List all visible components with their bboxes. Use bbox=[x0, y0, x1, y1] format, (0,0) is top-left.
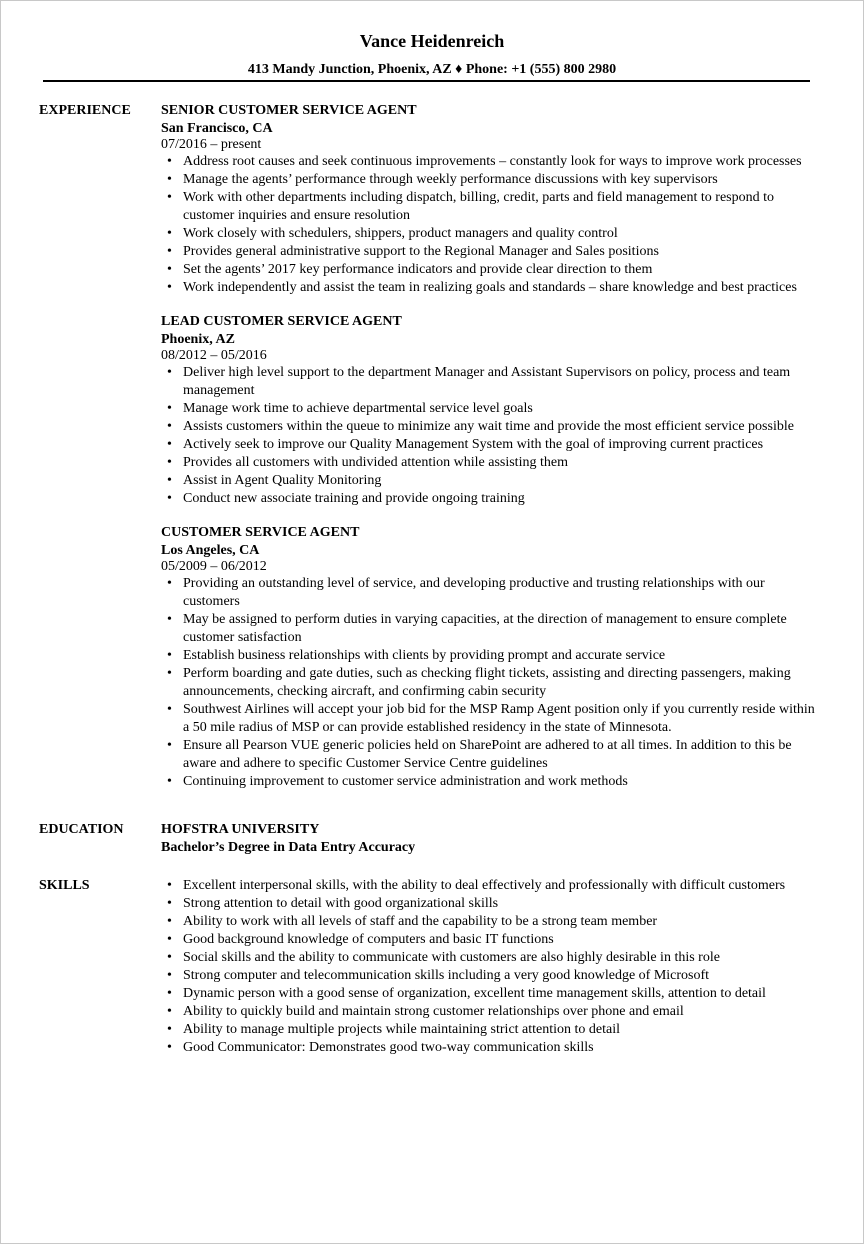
job-location: Phoenix, AZ bbox=[161, 332, 235, 347]
duty-item: • Work closely with schedulers, shippers, product managers and quality control bbox=[183, 225, 821, 243]
skill-item: • Excellent interpersonal skills, with the ability to deal effectively and professionally with difficult customers bbox=[183, 877, 821, 895]
contact-info: 413 Mandy Junction, Phoenix, AZ ♦ Phone: +1 (555) 800 2980 bbox=[247, 62, 617, 77]
skill-item: • Social skills and the ability to communicate with customers are also highly desirable in this role bbox=[183, 949, 821, 967]
job-dates: 08/2012 – 05/2016 bbox=[161, 348, 267, 363]
skills-list bbox=[161, 877, 821, 1057]
job-dates: 05/2009 – 06/2012 bbox=[161, 559, 267, 574]
duty-item: • Actively seek to improve our Quality Management System with the goal of improving current practices bbox=[183, 436, 821, 454]
skill-item: • Good background knowledge of computers and basic IT functions bbox=[183, 931, 821, 949]
skills-body bbox=[161, 877, 821, 1057]
skill-item: • Good Communicator: Demonstrates good two-way communication skills bbox=[183, 1039, 821, 1057]
duty-item: • Provides general administrative support to the Regional Manager and Sales positions bbox=[183, 243, 821, 261]
job-location: Los Angeles, CA bbox=[161, 543, 260, 558]
education-label: EDUCATION bbox=[39, 822, 124, 837]
job-duties bbox=[161, 364, 821, 508]
job-entry bbox=[161, 102, 821, 297]
job-title: LEAD CUSTOMER SERVICE AGENT bbox=[161, 314, 402, 329]
duty-item: • Ensure all Pearson VUE generic policies held on SharePoint are adhered to at all times. In addition to this be aware and adhere to specific Customer Service Centre guidelines bbox=[183, 737, 821, 773]
duty-item: • Conduct new associate training and provide ongoing training bbox=[183, 490, 821, 508]
duty-item: • Provides all customers with undivided attention while assisting them bbox=[183, 454, 821, 472]
skills-section bbox=[1, 877, 865, 1057]
school-name: HOFSTRA UNIVERSITY bbox=[161, 822, 320, 837]
duty-item: • Providing an outstanding level of service, and developing productive and trusting relationships with our customers bbox=[183, 575, 821, 611]
duty-item: • Set the agents’ 2017 key performance indicators and provide clear direction to them bbox=[183, 261, 821, 279]
duty-item: • Manage the agents’ performance through weekly performance discussions with key supervisors bbox=[183, 171, 821, 189]
job-dates: 07/2016 – present bbox=[161, 137, 262, 152]
education-section bbox=[1, 821, 865, 857]
duty-item: • Perform boarding and gate duties, such as checking flight tickets, assisting and directing passengers, making announcements, checking aircraft, and confirming cabin security bbox=[183, 665, 821, 701]
degree: Bachelor’s Degree in Data Entry Accuracy bbox=[161, 840, 416, 855]
skill-item: • Ability to quickly build and maintain strong customer relationships over phone and email bbox=[183, 1003, 821, 1021]
duty-item: • Manage work time to achieve departmental service level goals bbox=[183, 400, 821, 418]
skill-item: • Dynamic person with a good sense of organization, excellent time management skills, attention to detail bbox=[183, 985, 821, 1003]
job-location: San Francisco, CA bbox=[161, 121, 273, 136]
duty-item: • Assists customers within the queue to minimize any wait time and provide the most efficient service possible bbox=[183, 418, 821, 436]
duty-item: • Continuing improvement to customer service administration and work methods bbox=[183, 773, 821, 791]
header-divider bbox=[43, 80, 810, 82]
skill-item: • Ability to work with all levels of staff and the capability to be a strong team member bbox=[183, 913, 821, 931]
job-entry bbox=[161, 524, 821, 791]
duty-item: • Work with other departments including dispatch, billing, credit, parts and field management to respond to customer inquiries and ensure resolution bbox=[183, 189, 821, 225]
resume-content bbox=[1, 102, 865, 1057]
duty-item: • May be assigned to perform duties in varying capacities, at the direction of management to ensure complete customer satisfaction bbox=[183, 611, 821, 647]
skill-item: • Strong attention to detail with good organizational skills bbox=[183, 895, 821, 913]
candidate-name: Vance Heidenreich bbox=[359, 31, 505, 51]
duty-item: • Assist in Agent Quality Monitoring bbox=[183, 472, 821, 490]
job-title: CUSTOMER SERVICE AGENT bbox=[161, 525, 360, 540]
duty-item: • Work independently and assist the team in realizing goals and standards – share knowledge and best practices bbox=[183, 279, 821, 297]
experience-body bbox=[161, 102, 821, 807]
duty-item: • Southwest Airlines will accept your job bid for the MSP Ramp Agent position only if you currently reside within a 50 mile radius of MSP or can provide established residency in the state of Minnesota. bbox=[183, 701, 821, 737]
job-title: SENIOR CUSTOMER SERVICE AGENT bbox=[161, 103, 417, 118]
education-body bbox=[161, 821, 821, 857]
duty-item: • Establish business relationships with clients by providing prompt and accurate service bbox=[183, 647, 821, 665]
job-duties bbox=[161, 575, 821, 791]
job-duties bbox=[161, 153, 821, 297]
experience-section bbox=[1, 102, 865, 807]
experience-label: EXPERIENCE bbox=[39, 103, 131, 118]
duty-item: • Deliver high level support to the department Manager and Assistant Supervisors on policy, process and team management bbox=[183, 364, 821, 400]
resume-header bbox=[1, 1, 863, 79]
skill-item: • Strong computer and telecommunication skills including a very good knowledge of Microsoft bbox=[183, 967, 821, 985]
job-entry bbox=[161, 313, 821, 508]
skills-label: SKILLS bbox=[39, 878, 90, 893]
duty-item: • Address root causes and seek continuous improvements – constantly look for ways to improve work processes bbox=[183, 153, 821, 171]
skill-item: • Ability to manage multiple projects while maintaining strict attention to detail bbox=[183, 1021, 821, 1039]
